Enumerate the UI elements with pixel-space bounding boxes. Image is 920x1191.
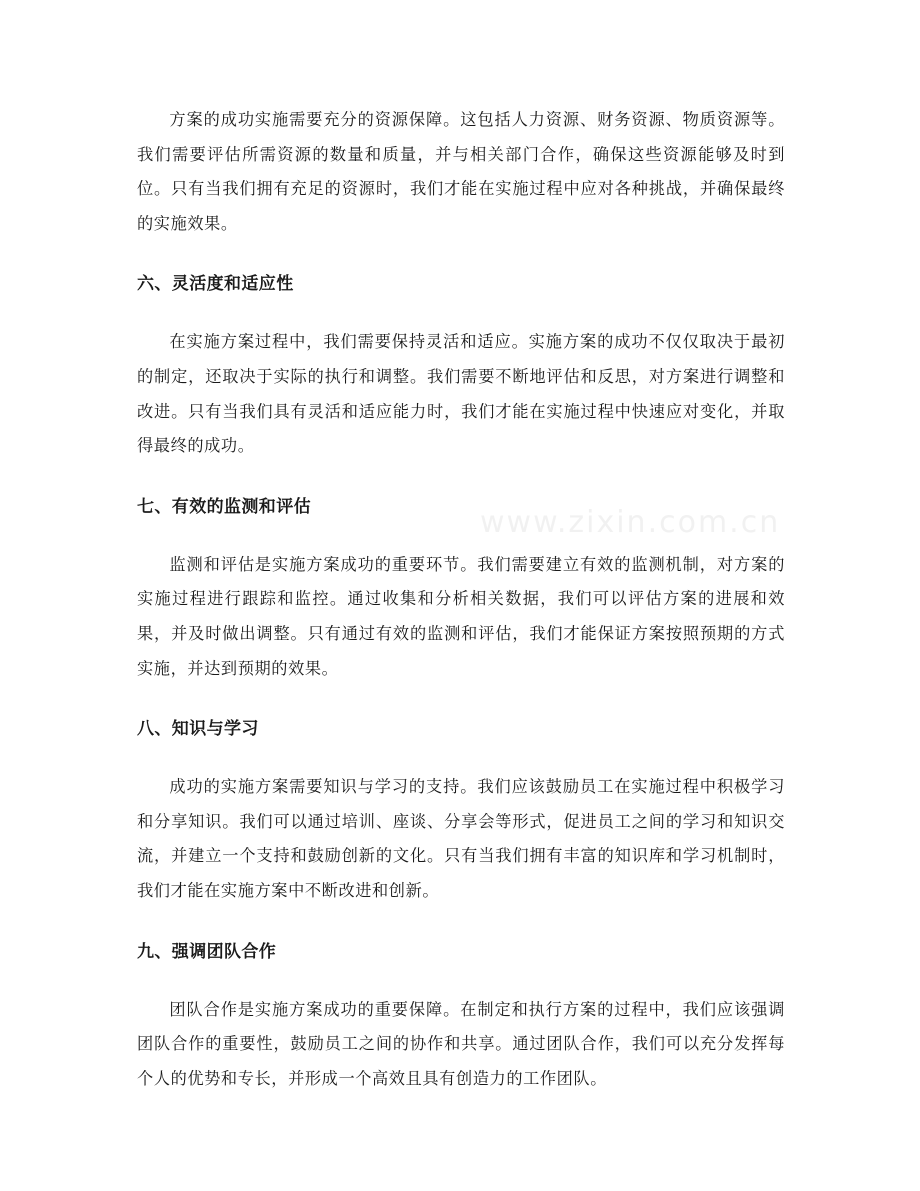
watermark: www.zixin.com.cn (480, 505, 781, 540)
paragraph-monitoring: 监测和评估是实施方案成功的重要环节。我们需要建立有效的监测机制，对方案的实施过程进行跟踪和监控。通过收集和分析相关数据，我们可以评估方案的进展和效果，并及时做出调整。只有通过有效的监测和评估，我们才能保证方案按照预期的方式实施，并达到预期的效果。 (137, 554, 785, 678)
heading-teamwork: 九、强调团队合作 (137, 941, 277, 962)
paragraph-knowledge: 成功的实施方案需要知识与学习的支持。我们应该鼓励员工在实施过程中积极学习和分享知识。我们可以通过培训、座谈、分享会等形式，促进员工之间的学习和知识交流，并建立一个支持和鼓励创新的文化。只有当我们拥有丰富的知识库和学习机制时，我们才能在实施方案中不断改进和创新。 (137, 777, 785, 900)
document-body (137, 103, 785, 1096)
heading-knowledge: 八、知识与学习 (137, 719, 259, 740)
paragraph-resources: 方案的成功实施需要充分的资源保障。这包括人力资源、财务资源、物质资源等。我们需要评估所需资源的数量和质量，并与相关部门合作，确保这些资源能够及时到位。只有当我们拥有充足的资源时，我们才能在实施过程中应对各种挑战，并确保最终的实施效果。 (137, 110, 785, 233)
paragraph-flexibility: 在实施方案过程中，我们需要保持灵活和适应。实施方案的成功不仅仅取决于最初的制定，还取决于实际的执行和调整。我们需要不断地评估和反思，对方案进行调整和改进。只有当我们具有灵活和适应能力时，我们才能在实施过程中快速应对变化，并取得最终的成功。 (137, 332, 785, 456)
paragraph-teamwork: 团队合作是实施方案成功的重要保障。在制定和执行方案的过程中，我们应该强调团队合作的重要性，鼓励员工之间的协作和共享。通过团队合作，我们可以充分发挥每个人的优势和专长，并形成一个高效且具有创造力的工作团队。 (137, 999, 785, 1088)
heading-flexibility: 六、灵活度和适应性 (137, 274, 294, 295)
heading-monitoring: 七、有效的监测和评估 (137, 496, 311, 517)
